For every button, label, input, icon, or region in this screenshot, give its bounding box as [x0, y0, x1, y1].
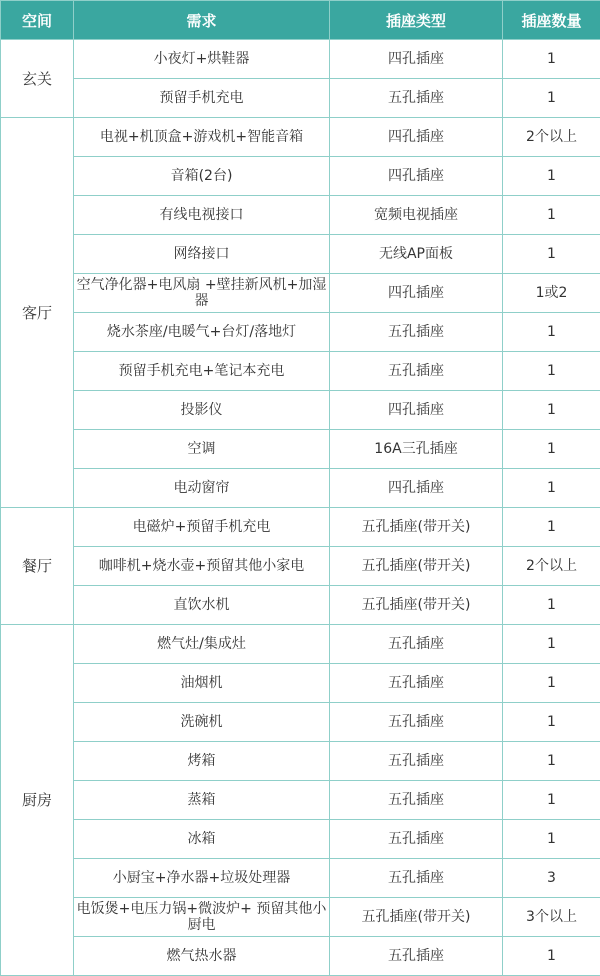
socket-type-cell: 五孔插座(带开关) [330, 586, 503, 625]
header-space: 空间 [1, 1, 74, 40]
table-row [1, 274, 600, 313]
need-cell: 有线电视接口 [74, 196, 330, 235]
socket-type-cell: 四孔插座 [330, 469, 503, 508]
socket-count-cell: 1 [503, 469, 600, 508]
table-row [1, 235, 600, 274]
header-count: 插座数量 [503, 1, 600, 40]
socket-type-cell: 四孔插座 [330, 118, 503, 157]
need-cell: 预留手机充电+笔记本充电 [74, 352, 330, 391]
need-cell: 咖啡机+烧水壶+预留其他小家电 [74, 547, 330, 586]
socket-type-cell: 五孔插座 [330, 820, 503, 859]
socket-count-cell: 1 [503, 313, 600, 352]
need-cell: 蒸箱 [74, 781, 330, 820]
need-cell: 直饮水机 [74, 586, 330, 625]
table-row [1, 898, 600, 937]
need-cell: 油烟机 [74, 664, 330, 703]
table-row [1, 664, 600, 703]
socket-count-cell: 2个以上 [503, 547, 600, 586]
socket-count-cell: 1 [503, 625, 600, 664]
need-cell: 电饭煲+电压力锅+微波炉+ 预留其他小厨电 [74, 898, 330, 937]
table-row [1, 157, 600, 196]
header-need: 需求 [74, 1, 330, 40]
need-cell: 电磁炉+预留手机充电 [74, 508, 330, 547]
socket-count-cell: 1 [503, 820, 600, 859]
socket-type-cell: 五孔插座 [330, 352, 503, 391]
socket-count-cell: 1 [503, 391, 600, 430]
socket-count-cell: 1 [503, 235, 600, 274]
need-cell: 音箱(2台) [74, 157, 330, 196]
socket-type-cell: 四孔插座 [330, 40, 503, 79]
table-header-row [1, 1, 600, 40]
table-row [1, 586, 600, 625]
table-row [1, 742, 600, 781]
socket-type-cell: 五孔插座 [330, 664, 503, 703]
socket-count-cell: 1 [503, 781, 600, 820]
need-cell: 电动窗帘 [74, 469, 330, 508]
need-cell: 燃气热水器 [74, 937, 330, 976]
socket-type-cell: 五孔插座(带开关) [330, 547, 503, 586]
table-row [1, 625, 600, 664]
need-cell: 冰箱 [74, 820, 330, 859]
table-row [1, 430, 600, 469]
socket-type-cell: 五孔插座 [330, 79, 503, 118]
need-cell: 烧水茶座/电暖气+台灯/落地灯 [74, 313, 330, 352]
need-cell: 洗碗机 [74, 703, 330, 742]
table-row [1, 859, 600, 898]
socket-type-cell: 四孔插座 [330, 274, 503, 313]
table-row [1, 118, 600, 157]
socket-count-cell: 2个以上 [503, 118, 600, 157]
need-cell: 小夜灯+烘鞋器 [74, 40, 330, 79]
table-row [1, 508, 600, 547]
socket-type-cell: 五孔插座 [330, 703, 503, 742]
table-row [1, 79, 600, 118]
socket-count-cell: 1 [503, 703, 600, 742]
need-cell: 空气净化器+电风扇 +壁挂新风机+加湿器 [74, 274, 330, 313]
socket-count-cell: 3 [503, 859, 600, 898]
table-row [1, 469, 600, 508]
socket-type-cell: 无线AP面板 [330, 235, 503, 274]
socket-count-cell: 1或2 [503, 274, 600, 313]
need-cell: 燃气灶/集成灶 [74, 625, 330, 664]
socket-count-cell: 1 [503, 664, 600, 703]
need-cell: 空调 [74, 430, 330, 469]
socket-count-cell: 1 [503, 79, 600, 118]
need-cell: 电视+机顶盒+游戏机+智能音箱 [74, 118, 330, 157]
table-row [1, 196, 600, 235]
table-row [1, 391, 600, 430]
table-row [1, 820, 600, 859]
socket-count-cell: 1 [503, 40, 600, 79]
table-row [1, 937, 600, 976]
space-cell: 玄关 [1, 40, 74, 118]
socket-count-cell: 1 [503, 508, 600, 547]
socket-type-cell: 五孔插座 [330, 313, 503, 352]
header-type: 插座类型 [330, 1, 503, 40]
socket-count-cell: 1 [503, 157, 600, 196]
need-cell: 投影仪 [74, 391, 330, 430]
table-row [1, 781, 600, 820]
socket-count-cell: 3个以上 [503, 898, 600, 937]
socket-type-cell: 五孔插座 [330, 625, 503, 664]
socket-count-cell: 1 [503, 742, 600, 781]
socket-count-cell: 1 [503, 937, 600, 976]
table-row [1, 352, 600, 391]
need-cell: 网络接口 [74, 235, 330, 274]
socket-type-cell: 四孔插座 [330, 157, 503, 196]
socket-count-cell: 1 [503, 196, 600, 235]
socket-count-cell: 1 [503, 352, 600, 391]
socket-type-cell: 五孔插座(带开关) [330, 898, 503, 937]
socket-type-cell: 五孔插座 [330, 781, 503, 820]
socket-type-cell: 五孔插座 [330, 937, 503, 976]
space-cell: 厨房 [1, 625, 74, 976]
table-row [1, 703, 600, 742]
space-cell: 客厅 [1, 118, 74, 508]
need-cell: 烤箱 [74, 742, 330, 781]
socket-count-cell: 1 [503, 430, 600, 469]
space-cell: 餐厅 [1, 508, 74, 625]
socket-type-cell: 宽频电视插座 [330, 196, 503, 235]
socket-type-cell: 四孔插座 [330, 391, 503, 430]
socket-type-cell: 16A三孔插座 [330, 430, 503, 469]
table-row [1, 547, 600, 586]
socket-type-cell: 五孔插座 [330, 859, 503, 898]
table-row [1, 313, 600, 352]
table-row [1, 40, 600, 79]
need-cell: 预留手机充电 [74, 79, 330, 118]
socket-type-cell: 五孔插座 [330, 742, 503, 781]
need-cell: 小厨宝+净水器+垃圾处理器 [74, 859, 330, 898]
socket-type-cell: 五孔插座(带开关) [330, 508, 503, 547]
socket-count-cell: 1 [503, 586, 600, 625]
